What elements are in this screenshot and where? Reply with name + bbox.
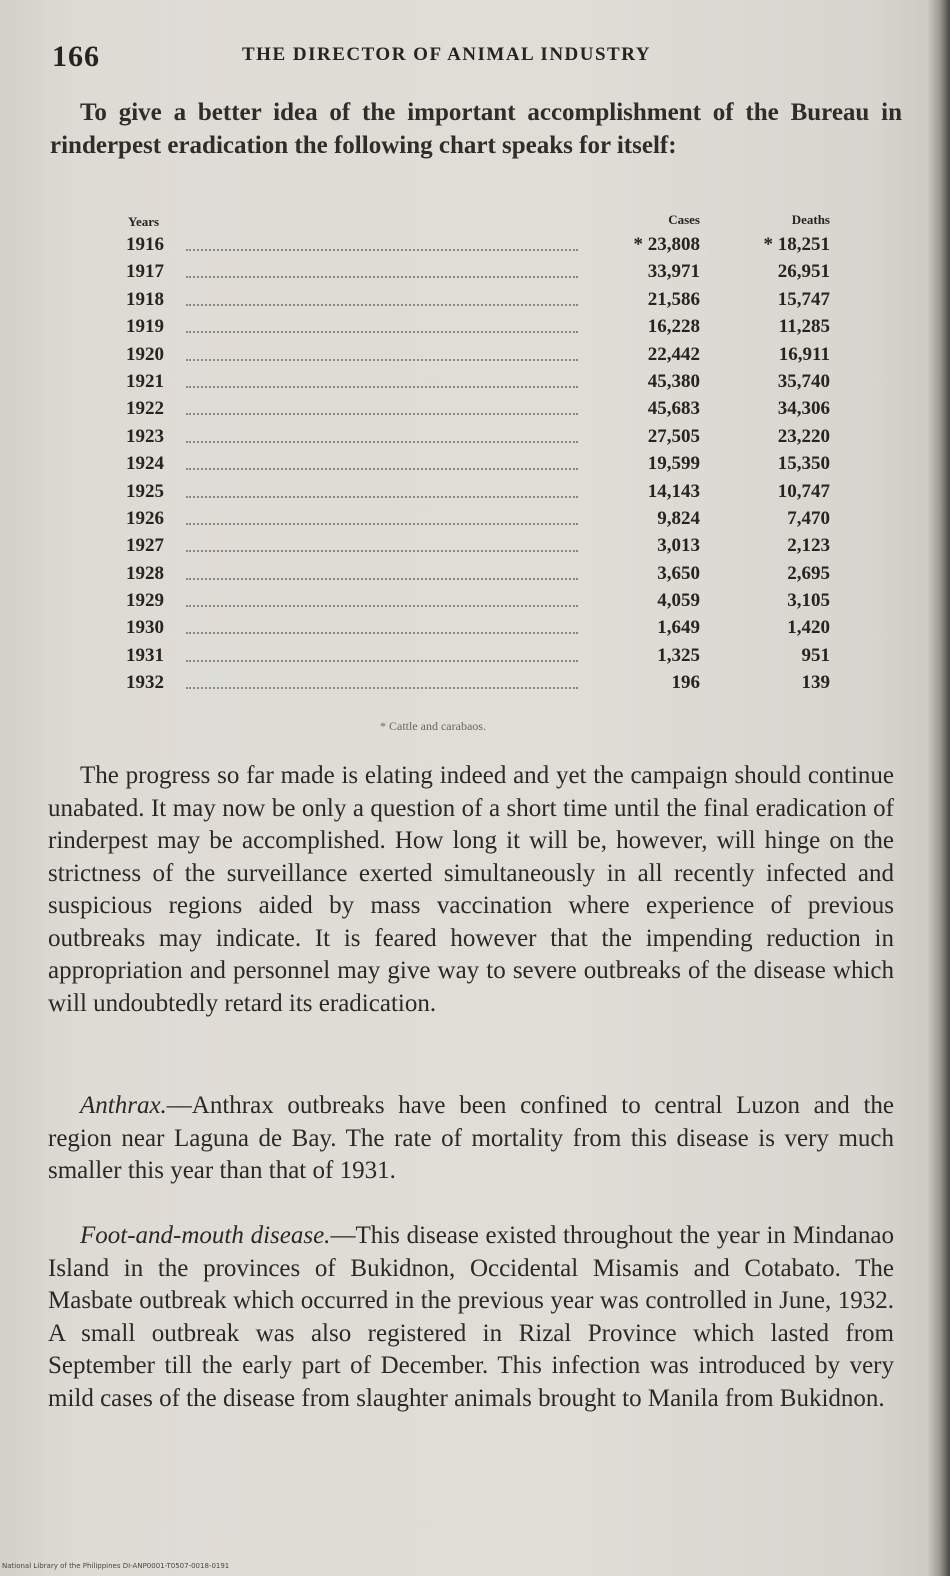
table-row [122, 588, 842, 615]
dot-leader [186, 249, 578, 251]
year-cell: 1922 [126, 398, 164, 420]
cases-cell: 22,442 [647, 343, 700, 365]
table-footnote: * Cattle and carabaos. [380, 719, 486, 733]
deaths-cell: * 18,251 [763, 234, 830, 255]
deaths-cell: 26,951 [777, 261, 830, 283]
dot-leader [186, 632, 578, 634]
table-row [122, 670, 842, 697]
year-cell: 1925 [126, 480, 164, 502]
dot-leader [186, 276, 578, 278]
table-row [122, 561, 842, 588]
year-cell: 1921 [126, 370, 164, 392]
deaths-cell: 15,747 [777, 288, 830, 310]
year-cell: 1928 [126, 562, 164, 584]
deaths-cell: 2,695 [787, 562, 830, 584]
table-row [122, 342, 842, 369]
cases-cell: 3,013 [657, 535, 700, 557]
cases-cell: * 23,808 [633, 234, 700, 255]
dot-leader [186, 523, 578, 525]
dot-leader [186, 496, 578, 498]
dot-leader [186, 578, 578, 580]
dot-leader [186, 441, 578, 443]
progress-paragraph: The progress so far made is elating indeed and yet the campaign should continue unabated. It may now be only a question of a short time until the final eradication of rinderpest may be accomplished. How long it will be, however, will hinge on the strictness of the surveillance exerted simultaneously in all recently infected and suspicious regions aided by mass vaccination where experience of previous outbreaks may indicate. It is feared however that the impending reduction in appropriation and personnel may give way to severe outbreaks of the disease which will undoubtedly retard its eradication. [48, 762, 894, 1017]
year-cell: 1926 [126, 507, 164, 529]
table-row [122, 314, 842, 341]
table-body [122, 232, 842, 698]
year-cell: 1917 [126, 261, 164, 283]
year-cell: 1927 [126, 535, 164, 557]
running-head: THE DIRECTOR OF ANIMAL INDUSTRY [242, 44, 652, 65]
dot-leader [186, 550, 578, 552]
deaths-cell: 11,285 [778, 316, 830, 338]
year-cell: 1930 [126, 617, 164, 639]
dot-leader [186, 468, 578, 470]
year-cell: 1929 [126, 590, 164, 612]
dot-leader [186, 660, 578, 662]
deaths-cell: 35,740 [777, 370, 830, 392]
table-row [122, 369, 842, 396]
deaths-cell: 139 [801, 672, 830, 694]
deaths-cell: 7,470 [787, 507, 830, 529]
table-header [122, 208, 842, 232]
table-row [122, 396, 842, 423]
foot-and-mouth-text: —This disease existed throughout the year in Mindanao Island in the provinces of Bukidnon, Occidental Misamis and Cotabato. The Masbate outbreak which occurred in the previous year was controlled in June, 1932. A small outbreak was also registered in Rizal Province which lasted from September till the early part of December. This infection was introduced by very mild cases of the disease from slaughter animals brought to Manila from Bukidnon. [48, 1222, 894, 1412]
table-row [122, 643, 842, 670]
deaths-cell: 23,220 [777, 425, 830, 447]
cases-cell: 196 [671, 672, 700, 694]
page-number: 166 [52, 40, 100, 73]
year-cell: 1918 [126, 288, 164, 310]
table-row [122, 615, 842, 642]
year-cell: 1932 [126, 672, 164, 694]
table-row [122, 533, 842, 560]
year-cell: 1919 [126, 316, 164, 338]
table-row [122, 506, 842, 533]
foot-and-mouth-paragraph [48, 1220, 894, 1415]
dot-leader [186, 359, 578, 361]
rinderpest-table [122, 208, 842, 698]
table-row [122, 287, 842, 314]
deaths-cell: 15,350 [777, 453, 830, 475]
deaths-cell: 3,105 [787, 590, 830, 612]
column-header-deaths: Deaths [791, 212, 830, 227]
deaths-cell: 34,306 [777, 398, 830, 420]
scan-credit: National Library of the Philippines DI-ANP0001-T0507-0018-0191 [2, 1562, 230, 1570]
cases-cell: 27,505 [647, 425, 700, 447]
binding-edge [928, 0, 950, 1576]
cases-cell: 45,683 [647, 398, 700, 420]
deaths-cell: 951 [801, 644, 830, 666]
cases-cell: 4,059 [657, 590, 700, 612]
dot-leader [186, 605, 578, 607]
year-cell: 1923 [126, 425, 164, 447]
intro-paragraph: To give a better idea of the important accomplishment of the Bureau in rinderpest eradication the following chart speaks for itself: [50, 99, 902, 159]
cases-cell: 1,649 [657, 617, 700, 639]
year-cell: 1920 [126, 343, 164, 365]
deaths-cell: 2,123 [787, 535, 830, 557]
anthrax-paragraph [48, 1090, 894, 1188]
column-header-years: Years [128, 214, 160, 229]
cases-cell: 16,228 [647, 316, 700, 338]
table-row [122, 232, 842, 259]
table-row [122, 479, 842, 506]
page-header [52, 40, 752, 80]
deaths-cell: 16,911 [778, 343, 830, 365]
anthrax-heading: Anthrax. [80, 1092, 167, 1119]
cases-cell: 19,599 [647, 453, 700, 475]
cases-cell: 9,824 [657, 507, 700, 529]
cases-cell: 45,380 [647, 370, 700, 392]
table-row [122, 259, 842, 286]
deaths-cell: 1,420 [787, 617, 830, 639]
anthrax-text: —Anthrax outbreaks have been confined to central Luzon and the region near Laguna de Bay. The rate of mortality from this disease is very much smaller this year than that of 1931. [48, 1092, 894, 1184]
column-header-cases: Cases [668, 212, 700, 227]
cases-cell: 1,325 [657, 644, 700, 666]
year-cell: 1916 [126, 234, 164, 255]
year-cell: 1924 [126, 453, 164, 475]
cases-cell: 3,650 [657, 562, 700, 584]
dot-leader [186, 386, 578, 388]
dot-leader [186, 687, 578, 689]
table-row [122, 424, 842, 451]
cases-cell: 14,143 [647, 480, 700, 502]
dot-leader [186, 331, 578, 333]
deaths-cell: 10,747 [777, 480, 830, 502]
foot-and-mouth-heading: Foot-and-mouth disease. [80, 1222, 331, 1249]
table-row [122, 451, 842, 478]
dot-leader [186, 413, 578, 415]
year-cell: 1931 [126, 644, 164, 666]
cases-cell: 21,586 [647, 288, 700, 310]
cases-cell: 33,971 [647, 261, 700, 283]
dot-leader [186, 304, 578, 306]
